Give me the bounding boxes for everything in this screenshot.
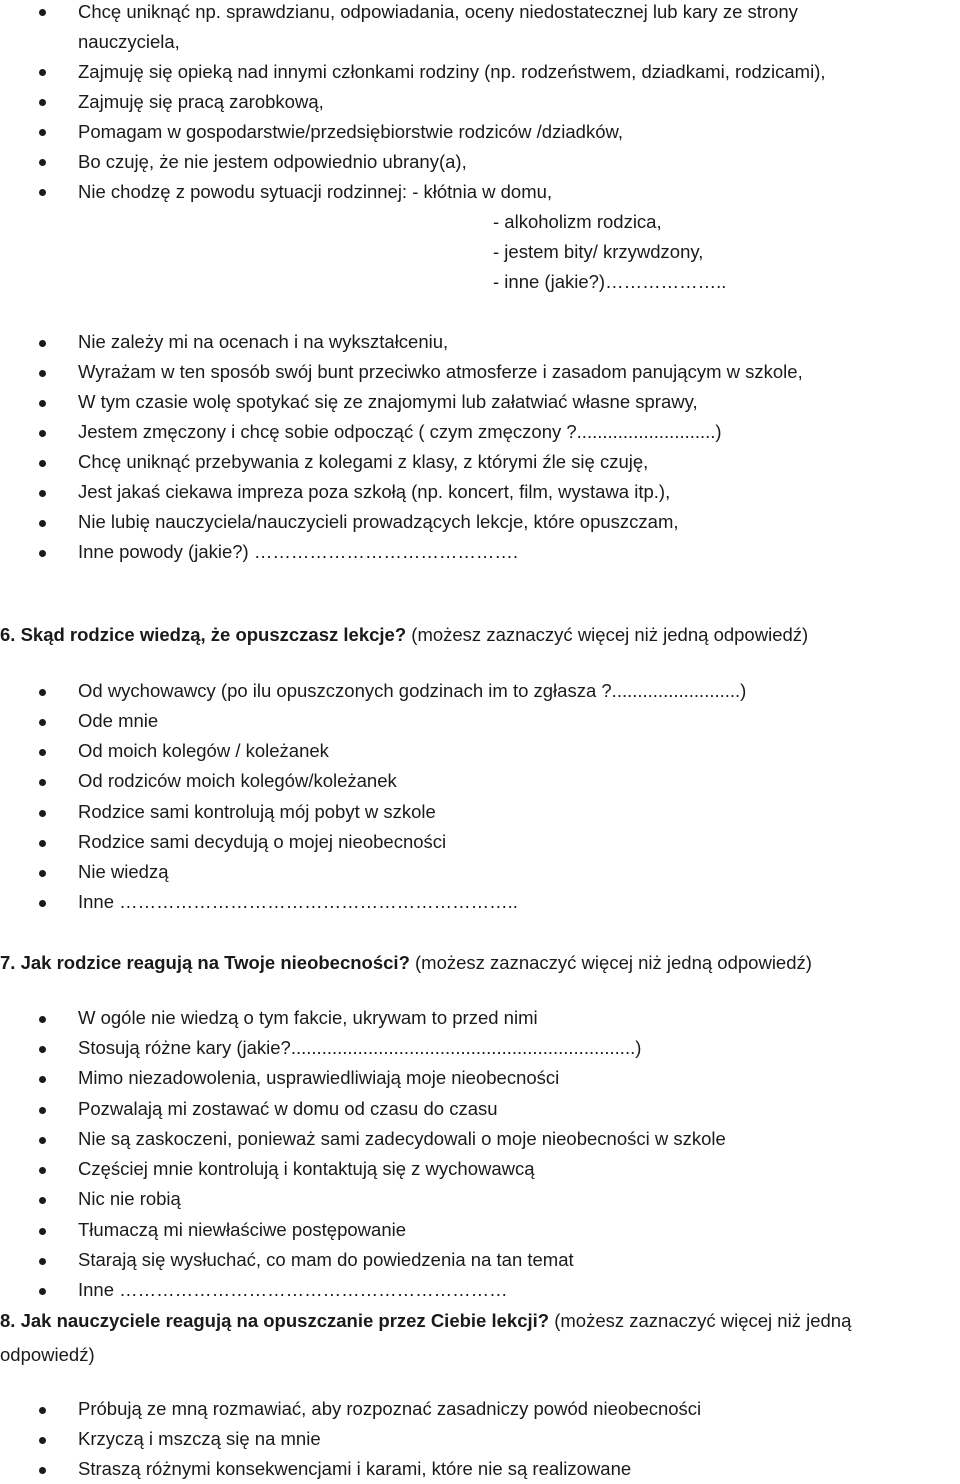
question-title: 8. Jak nauczyciele reagują na opuszczanie przez Ciebie lekcji?	[0, 1310, 550, 1331]
list-item: Pomagam w gospodarstwie/przedsiębiorstwie rodziców /dziadków,	[78, 121, 623, 142]
list-item: Inne powody (jakie?) …………………………………….	[78, 541, 518, 562]
bullet-icon	[39, 1197, 46, 1204]
question-title: 7. Jak rodzice reagują na Twoje nieobecności?	[0, 952, 410, 973]
option: Nic nie robią	[78, 1188, 181, 1209]
question-title: 6. Skąd rodzice wiedzą, że opuszczasz lekcje?	[0, 624, 407, 645]
list-item: Nie zależy mi na ocenach i na wykształceniu,	[78, 331, 449, 352]
list-item: Nie chodzę z powodu sytuacji rodzinnej: - kłótnia w domu,	[78, 181, 553, 202]
option: Rodzice sami kontrolują mój pobyt w szkole	[78, 801, 436, 822]
list-item: Chcę uniknąć przebywania z kolegami z klasy, z którymi źle się czuję,	[78, 451, 649, 472]
bullet-icon	[39, 189, 46, 196]
bullet-icon	[39, 490, 46, 497]
option: Starają się wysłuchać, co mam do powiedzenia na tan temat	[78, 1249, 574, 1270]
bullet-icon	[39, 749, 46, 756]
bullet-icon	[39, 1016, 46, 1023]
list-item: Bo czuję, że nie jestem odpowiednio ubrany(a),	[78, 151, 467, 172]
bullet-icon	[39, 1167, 46, 1174]
bullet-icon	[39, 99, 46, 106]
bullet-icon	[39, 430, 46, 437]
option: Nie są zaskoczeni, ponieważ sami zadecydowali o moje nieobecności w szkole	[78, 1128, 726, 1149]
bullet-icon	[39, 1076, 46, 1083]
bullet-icon	[39, 1437, 46, 1444]
bullet-icon	[39, 129, 46, 136]
bullet-icon	[39, 1288, 46, 1295]
option: Ode mnie	[78, 710, 159, 731]
sub-item: - alkoholizm rodzica,	[493, 211, 662, 232]
bullet-icon	[39, 69, 46, 76]
option: Nie wiedzą	[78, 861, 169, 882]
bullet-icon	[39, 810, 46, 817]
question-hint: (możesz zaznaczyć więcej niż jedną odpowiedź)	[409, 952, 812, 973]
bullet-icon	[39, 1046, 46, 1053]
option: Rodzice sami decydują o mojej nieobecności	[78, 831, 447, 852]
list-item: Zajmuję się opieką nad innymi członkami rodziny (np. rodzeństwem, dziadkami, rodzicami),	[78, 61, 826, 82]
question-hint: (możesz zaznaczyć więcej niż jedną	[549, 1310, 852, 1331]
list-item: Jestem zmęczony i chcę sobie odpocząć ( czym zmęczony ?...........................)	[78, 421, 722, 442]
question-hint: (możesz zaznaczyć więcej niż jedną odpowiedź)	[406, 624, 809, 645]
bullet-icon	[39, 370, 46, 377]
bullet-icon	[39, 900, 46, 907]
bullet-icon	[39, 1407, 46, 1414]
bullet-icon	[39, 1107, 46, 1114]
bullet-icon	[39, 550, 46, 557]
bullet-icon	[39, 460, 46, 467]
list-item-continuation: nauczyciela,	[78, 31, 180, 52]
option: W ogóle nie wiedzą o tym fakcie, ukrywam to przed nimi	[78, 1007, 538, 1028]
bullet-icon	[39, 1137, 46, 1144]
list-item: Nie lubię nauczyciela/nauczycieli prowadzących lekcje, które opuszczam,	[78, 511, 679, 532]
bullet-icon	[39, 1467, 46, 1474]
bullet-icon	[39, 1228, 46, 1235]
option: Inne ………………………………………………………	[78, 1279, 508, 1300]
list-item: Jest jakaś ciekawa impreza poza szkołą (np. koncert, film, wystawa itp.),	[78, 481, 671, 502]
bullet-icon	[39, 870, 46, 877]
option: Od moich kolegów / koleżanek	[78, 740, 329, 761]
question-heading	[0, 624, 808, 646]
option: Stosują różne kary (jakie?...................................................................)	[78, 1037, 642, 1058]
option: Inne ………………………………………………………..	[78, 891, 518, 912]
option: Próbują ze mną rozmawiać, aby rozpoznać zasadniczy powód nieobecności	[78, 1398, 702, 1419]
bullet-icon	[39, 719, 46, 726]
bullet-icon	[39, 9, 46, 16]
bullet-icon	[39, 520, 46, 527]
bullet-icon	[39, 779, 46, 786]
bullet-icon	[39, 340, 46, 347]
list-item: Chcę uniknąć np. sprawdzianu, odpowiadania, oceny niedostatecznej lub kary ze strony	[78, 1, 798, 22]
question-hint-continuation: odpowiedź)	[0, 1344, 95, 1365]
bullet-icon	[39, 1258, 46, 1265]
list-item: Wyrażam w ten sposób swój bunt przeciwko atmosferze i zasadom panującym w szkole,	[78, 361, 803, 382]
list-item: Zajmuję się pracą zarobkową,	[78, 91, 324, 112]
bullet-icon	[39, 400, 46, 407]
option: Tłumaczą mi niewłaściwe postępowanie	[78, 1219, 407, 1240]
option: Krzyczą i mszczą się na mnie	[78, 1428, 321, 1449]
question-heading	[0, 952, 812, 974]
option: Mimo niezadowolenia, usprawiedliwiają moje nieobecności	[78, 1067, 560, 1088]
option: Od wychowawcy (po ilu opuszczonych godzinach im to zgłasza ?.........................)	[78, 680, 747, 701]
bullet-icon	[39, 840, 46, 847]
bullet-icon	[39, 689, 46, 696]
bullet-icon	[39, 159, 46, 166]
sub-item: - jestem bity/ krzywdzony,	[493, 241, 704, 262]
sub-item: - inne (jakie?)………………..	[493, 271, 727, 292]
question-heading	[0, 1310, 851, 1332]
option: Od rodziców moich kolegów/koleżanek	[78, 770, 397, 791]
option: Częściej mnie kontrolują i kontaktują się z wychowawcą	[78, 1158, 535, 1179]
option: Pozwalają mi zostawać w domu od czasu do czasu	[78, 1098, 498, 1119]
list-item: W tym czasie wolę spotykać się ze znajomymi lub załatwiać własne sprawy,	[78, 391, 698, 412]
option: Straszą różnymi konsekwencjami i karami, które nie są realizowane	[78, 1458, 632, 1479]
